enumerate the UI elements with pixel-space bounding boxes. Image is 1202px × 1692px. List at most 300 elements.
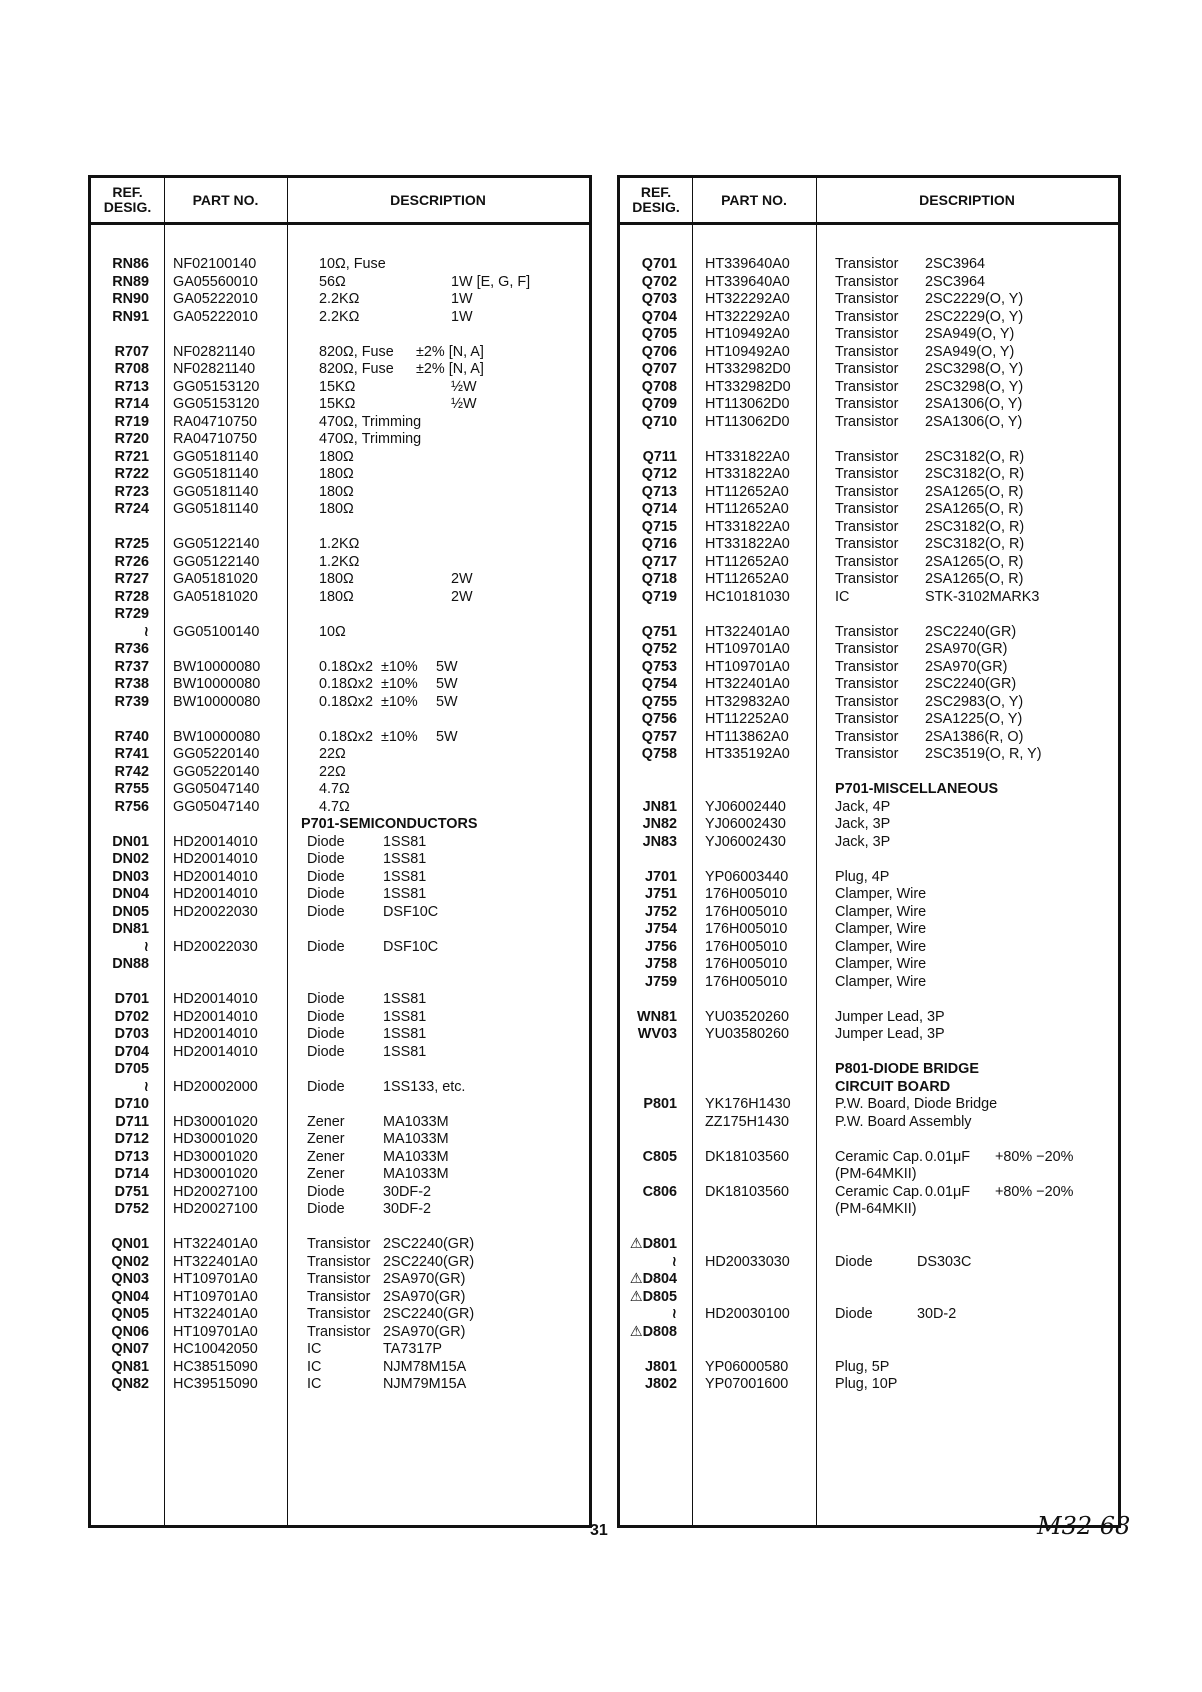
ref-desig: QN81 xyxy=(111,1358,149,1375)
ref-desig: C806 xyxy=(642,1183,677,1200)
part-number: YJ06002430 xyxy=(705,833,786,850)
ref-desig: R741 xyxy=(114,746,149,762)
description-2: 2SC3298(O, Y) xyxy=(925,361,1024,377)
table-row xyxy=(620,571,1118,588)
ref-desig: Q709 xyxy=(641,396,677,412)
part-number: HT329832A0 xyxy=(705,693,790,710)
ref-desig: D710 xyxy=(114,1096,149,1112)
ref-desig: Q719 xyxy=(641,588,677,605)
description-2: MA1033M xyxy=(383,1166,449,1182)
part-number: HD20027100 xyxy=(173,1183,258,1200)
description-1: Transistor xyxy=(307,1306,371,1322)
ref-desig: D751 xyxy=(114,1183,149,1200)
table-row xyxy=(620,414,1118,431)
description-1: Diode xyxy=(307,1183,345,1200)
part-number: HT322401A0 xyxy=(173,1253,258,1270)
part-number: HT331822A0 xyxy=(705,466,790,482)
table-row xyxy=(620,344,1118,361)
ref-desig-header: REF. DESIG. xyxy=(103,184,152,215)
table-row xyxy=(91,781,589,798)
ref-desig: Q718 xyxy=(641,571,677,587)
description-1: 1.2KΩ xyxy=(319,536,360,552)
description-2: MA1033M xyxy=(383,1113,449,1130)
table-row xyxy=(620,921,1118,938)
table-row xyxy=(91,1201,589,1218)
ref-desig: J801 xyxy=(644,1358,677,1375)
description-header: DESCRIPTION xyxy=(390,191,486,208)
description-1: IC xyxy=(307,1358,322,1375)
description-2: 2SA1265(O, R) xyxy=(925,483,1024,500)
table-row xyxy=(620,1166,1118,1183)
ref-desig-header: REF. DESIG. xyxy=(632,184,680,215)
ref-desig: QN82 xyxy=(111,1376,149,1392)
table-row xyxy=(620,939,1118,956)
description-2: ±2% [N, A] xyxy=(416,343,484,360)
part-number: GA05222010 xyxy=(173,291,258,307)
description-1: Transistor xyxy=(835,256,899,272)
section-heading xyxy=(620,1079,1118,1096)
part-number: BW10000080 xyxy=(173,676,261,692)
ref-desig: J752 xyxy=(644,903,677,920)
part-number: 176H005010 xyxy=(705,973,788,990)
description-1: 180Ω xyxy=(319,571,354,587)
description-2: 2SC2229(O, Y) xyxy=(925,291,1024,307)
description-1: Transistor xyxy=(835,641,899,657)
description-2: DSF10C xyxy=(383,938,439,955)
description-2: 1SS81 xyxy=(383,886,427,902)
description-1: Transistor xyxy=(307,1323,371,1340)
table-row xyxy=(620,291,1118,308)
description-1: Diode xyxy=(835,1253,873,1270)
part-number: 176H005010 xyxy=(705,921,788,937)
description-1: Diode xyxy=(307,886,345,902)
part-number: HT332982D0 xyxy=(705,361,791,377)
description-2: 2SA1225(O, Y) xyxy=(925,711,1023,727)
description-1: Plug, 5P xyxy=(835,1358,890,1375)
description-2: 30DF-2 xyxy=(383,1183,431,1200)
description-1: 15KΩ xyxy=(319,378,356,395)
description-1: Diode xyxy=(307,938,345,955)
description-1: Transistor xyxy=(835,728,899,745)
ref-desig: R719 xyxy=(114,413,149,430)
description-3: 5W xyxy=(436,693,458,710)
part-number: HD20014010 xyxy=(173,886,258,902)
part-number: HD30001020 xyxy=(173,1131,258,1147)
table-row xyxy=(620,711,1118,728)
ref-desig: Q705 xyxy=(641,326,677,342)
description-2: 0.01μF xyxy=(925,1183,971,1200)
ref-desig: R738 xyxy=(114,676,149,692)
description-1: Zener xyxy=(307,1131,345,1147)
table-row xyxy=(91,396,589,413)
ref-desig: DN05 xyxy=(112,903,149,920)
part-number: HT322401A0 xyxy=(705,676,790,692)
table-row xyxy=(91,361,589,378)
table-row xyxy=(620,1114,1118,1131)
ref-desig: J701 xyxy=(644,868,677,885)
ref-desig: ≀ xyxy=(143,623,149,640)
table-row xyxy=(91,431,589,448)
table-row xyxy=(91,291,589,308)
ref-desig: QN06 xyxy=(111,1323,149,1340)
description-3: ½W xyxy=(451,396,477,412)
table-row xyxy=(91,606,589,623)
description-1: 180Ω xyxy=(319,448,354,465)
part-number: YJ06002430 xyxy=(705,816,786,832)
table-row xyxy=(620,869,1118,886)
description-1: Transistor xyxy=(835,326,899,342)
table-row xyxy=(91,1184,589,1201)
description-1: P.W. Board, Diode Bridge xyxy=(835,1096,998,1112)
part-number: HT331822A0 xyxy=(705,536,790,552)
part-number: GG05122140 xyxy=(173,536,260,552)
description-2: 2SC3519(O, R, Y) xyxy=(925,746,1042,762)
description-2: 2SC2229(O, Y) xyxy=(925,308,1024,325)
part-number: HD20027100 xyxy=(173,1201,258,1217)
part-number: HT331822A0 xyxy=(705,448,790,465)
ref-desig: R725 xyxy=(114,536,149,552)
part-number: HD30001020 xyxy=(173,1148,258,1165)
description-2: 1SS133, etc. xyxy=(383,1078,466,1095)
ref-desig: D712 xyxy=(114,1131,149,1147)
part-number: HD20033030 xyxy=(705,1253,790,1270)
part-number: 176H005010 xyxy=(705,938,788,955)
part-number: HD20014010 xyxy=(173,1008,258,1025)
part-number: GG05181140 xyxy=(173,501,259,517)
ref-desig: ≀ xyxy=(671,1253,677,1270)
description-1: 820Ω, Fuse xyxy=(319,361,394,377)
section-title: P801-DIODE BRIDGE xyxy=(835,1061,979,1077)
ref-desig: JN81 xyxy=(642,798,677,815)
table-row xyxy=(620,519,1118,536)
description-2: ±10% xyxy=(381,693,418,710)
ref-desig: DN81 xyxy=(112,921,149,937)
ref-desig: ⚠D805 xyxy=(629,1288,677,1305)
ref-desig: J802 xyxy=(644,1376,677,1392)
description-2: MA1033M xyxy=(383,1148,449,1165)
part-number: HT109492A0 xyxy=(705,326,790,342)
table-row xyxy=(620,501,1118,518)
ref-desig: C805 xyxy=(642,1148,677,1165)
part-number: HT113862A0 xyxy=(705,728,789,745)
ref-desig: RN90 xyxy=(112,291,149,307)
table-row xyxy=(620,1376,1118,1393)
ref-desig: R723 xyxy=(114,483,149,500)
table-row xyxy=(620,1271,1118,1288)
table-row xyxy=(91,869,589,886)
description-2: 30DF-2 xyxy=(383,1201,431,1217)
part-number: HT322292A0 xyxy=(705,291,790,307)
table-row xyxy=(620,904,1118,921)
description-3: 5W xyxy=(436,728,458,745)
ref-desig: Q710 xyxy=(641,413,677,430)
description-2: 2SA1306(O, Y) xyxy=(925,396,1023,412)
ref-desig: WV03 xyxy=(637,1026,677,1042)
table-row xyxy=(620,379,1118,396)
description-2: 2SC2240(GR) xyxy=(383,1253,475,1270)
table-row xyxy=(91,1271,589,1288)
part-number: YP06000580 xyxy=(705,1358,789,1375)
part-number: BW10000080 xyxy=(173,693,261,710)
description-1: Diode xyxy=(307,1201,345,1217)
part-number: GG05047140 xyxy=(173,781,260,797)
part-no-header: PART NO. xyxy=(192,191,259,208)
ref-desig: Q713 xyxy=(641,483,677,500)
ref-desig: D752 xyxy=(114,1201,149,1217)
description-2: 2SC2240(GR) xyxy=(925,676,1017,692)
description-1: 1.2KΩ xyxy=(319,553,360,570)
table-row xyxy=(91,1306,589,1323)
table-row xyxy=(91,676,589,693)
table-row xyxy=(91,799,589,816)
description-2: 1SS81 xyxy=(383,851,427,867)
table-row xyxy=(620,449,1118,466)
right-parts-table xyxy=(617,175,1121,1528)
ref-desig: Q752 xyxy=(641,641,677,657)
description-3: 1W xyxy=(451,291,473,307)
ref-desig: ≀ xyxy=(143,938,149,955)
table-row xyxy=(91,1009,589,1026)
ref-desig: D705 xyxy=(114,1061,149,1077)
part-number: HT331822A0 xyxy=(705,518,790,535)
part-number: RA04710750 xyxy=(173,413,258,430)
description-2: ±10% xyxy=(381,728,418,745)
description-2: 2SC3964 xyxy=(925,273,986,290)
description-1: IC xyxy=(307,1341,322,1357)
ref-desig: QN04 xyxy=(111,1288,149,1305)
table-row xyxy=(620,641,1118,658)
table-row xyxy=(620,396,1118,413)
description-1: Transistor xyxy=(835,291,899,307)
table-row xyxy=(91,834,589,851)
part-number: YP06003440 xyxy=(705,868,789,885)
ref-desig: J754 xyxy=(644,921,677,937)
table-row xyxy=(620,1026,1118,1043)
handwritten-signature: M32 68 xyxy=(1037,1512,1131,1540)
table-row xyxy=(91,1289,589,1306)
ref-desig: ⚠D808 xyxy=(629,1323,677,1340)
part-number: HT113062D0 xyxy=(705,413,790,430)
table-row xyxy=(620,816,1118,833)
ref-desig: QN05 xyxy=(111,1306,149,1322)
table-row xyxy=(91,904,589,921)
part-number: HT109701A0 xyxy=(173,1271,258,1287)
ref-desig: Q751 xyxy=(641,623,677,640)
table-row xyxy=(91,484,589,501)
description-1: Transistor xyxy=(835,501,899,517)
ref-desig: RN91 xyxy=(112,308,149,325)
table-row xyxy=(91,571,589,588)
description-1: 820Ω, Fuse xyxy=(319,343,394,360)
table-row xyxy=(91,466,589,483)
part-number: YK176H1430 xyxy=(705,1096,791,1112)
ref-desig: Q757 xyxy=(641,728,677,745)
part-number: HD30001020 xyxy=(173,1166,258,1182)
ref-desig: R720 xyxy=(114,431,149,447)
description-3: 2W xyxy=(451,571,473,587)
ref-desig: D714 xyxy=(114,1166,149,1182)
ref-desig: Q755 xyxy=(641,693,677,710)
description-1: Plug, 4P xyxy=(835,868,890,885)
table-row xyxy=(91,1044,589,1061)
table-row xyxy=(620,309,1118,326)
part-number: HT112652A0 xyxy=(705,553,789,570)
table-row xyxy=(620,361,1118,378)
table-row xyxy=(91,1376,589,1393)
table-row xyxy=(620,1359,1118,1376)
table-row xyxy=(91,414,589,431)
table-row xyxy=(620,1184,1118,1201)
description-1: Zener xyxy=(307,1166,345,1182)
description-1: Transistor xyxy=(835,711,899,727)
description-2: 2SC3182(O, R) xyxy=(925,536,1025,552)
part-number: GG05153120 xyxy=(173,378,260,395)
description-2: 2SC2983(O, Y) xyxy=(925,693,1024,710)
description-1: Transistor xyxy=(307,1236,371,1252)
ref-desig: QN02 xyxy=(111,1253,149,1270)
part-number: HD20014010 xyxy=(173,1026,258,1042)
ref-desig: D713 xyxy=(114,1148,149,1165)
part-number: HT109701A0 xyxy=(705,641,790,657)
description-1: 470Ω, Trimming xyxy=(319,413,422,430)
description-2: 0.01μF xyxy=(925,1148,971,1165)
description-1: (PM-64MKII) xyxy=(835,1166,917,1182)
table-row xyxy=(91,991,589,1008)
description-2: NJM79M15A xyxy=(383,1376,467,1392)
table-row xyxy=(91,1254,589,1271)
ref-desig: Q715 xyxy=(641,518,677,535)
ref-desig: Q712 xyxy=(641,466,677,482)
table-row xyxy=(620,554,1118,571)
ref-desig: R728 xyxy=(114,588,149,605)
table-row xyxy=(91,1026,589,1043)
description-1: 2.2KΩ xyxy=(319,291,360,307)
ref-desig: Q714 xyxy=(641,501,677,517)
table-row xyxy=(620,834,1118,851)
description-1: Clamper, Wire xyxy=(835,903,927,920)
description-2: MA1033M xyxy=(383,1131,449,1147)
table-row xyxy=(91,379,589,396)
ref-desig: DN88 xyxy=(112,956,149,972)
table-row xyxy=(620,694,1118,711)
table-row xyxy=(91,1114,589,1131)
description-1: Ceramic Cap. xyxy=(835,1148,923,1165)
description-1: 470Ω, Trimming xyxy=(319,431,422,447)
description-1: 2.2KΩ xyxy=(319,308,360,325)
part-number: GG05100140 xyxy=(173,623,260,640)
part-number: HC10042050 xyxy=(173,1341,258,1357)
table-row xyxy=(620,886,1118,903)
description-3: ½W xyxy=(451,378,477,395)
description-3: 1W xyxy=(451,308,473,325)
description-1: Diode xyxy=(835,1306,873,1322)
part-number: NF02821140 xyxy=(173,361,256,377)
table-row xyxy=(91,309,589,326)
table-row xyxy=(91,746,589,763)
part-number: YU03520260 xyxy=(705,1008,790,1025)
part-number: HT322401A0 xyxy=(705,623,790,640)
description-1: 22Ω xyxy=(319,746,346,762)
part-number: HD20014010 xyxy=(173,991,258,1007)
description-1: Transistor xyxy=(835,746,899,762)
description-1: 10Ω, Fuse xyxy=(319,256,386,272)
part-number: GA05560010 xyxy=(173,273,258,290)
ref-desig: Q706 xyxy=(641,343,677,360)
section-heading xyxy=(620,781,1118,798)
table-row xyxy=(91,921,589,938)
ref-desig: WN81 xyxy=(637,1008,677,1025)
description-1: Zener xyxy=(307,1113,345,1130)
table-row xyxy=(91,1149,589,1166)
description-2: ±10% xyxy=(381,676,418,692)
table-row xyxy=(620,659,1118,676)
table-row xyxy=(620,956,1118,973)
table-row xyxy=(91,274,589,291)
ref-desig: DN01 xyxy=(112,833,149,850)
description-1: 0.18Ωx2 xyxy=(319,728,373,745)
table-row xyxy=(91,729,589,746)
description-2: 2SA1386(R, O) xyxy=(925,728,1024,745)
part-number: HT112652A0 xyxy=(705,501,789,517)
ref-desig: R722 xyxy=(114,466,149,482)
description-3: 2W xyxy=(451,588,473,605)
table-row xyxy=(620,1324,1118,1341)
description-1: Transistor xyxy=(307,1253,371,1270)
ref-desig: J758 xyxy=(644,956,677,972)
part-number: GG05047140 xyxy=(173,798,260,815)
part-number: GG05181140 xyxy=(173,483,259,500)
table-row xyxy=(620,1254,1118,1271)
ref-desig: QN03 xyxy=(111,1271,149,1287)
part-number: 176H005010 xyxy=(705,956,788,972)
table-row xyxy=(91,501,589,518)
table-row xyxy=(91,1079,589,1096)
table-row xyxy=(91,536,589,553)
description-2: DS303C xyxy=(917,1253,972,1270)
description-2: ±10% xyxy=(381,658,418,675)
ref-desig: Q701 xyxy=(641,256,677,272)
ref-desig: Q758 xyxy=(641,746,677,762)
description-1: Clamper, Wire xyxy=(835,973,927,990)
description-1: IC xyxy=(835,588,850,605)
part-number: GG05122140 xyxy=(173,553,260,570)
table-row xyxy=(91,1061,589,1078)
part-number: YP07001600 xyxy=(705,1376,789,1392)
part-number: BW10000080 xyxy=(173,728,261,745)
description-1: 10Ω xyxy=(319,623,346,640)
part-number: DK18103560 xyxy=(705,1148,790,1165)
table-row xyxy=(620,624,1118,641)
description-1: Transistor xyxy=(835,658,899,675)
table-row xyxy=(91,1236,589,1253)
table-row xyxy=(91,764,589,781)
table-row xyxy=(620,746,1118,763)
part-number: NF02821140 xyxy=(173,343,256,360)
ref-desig: R726 xyxy=(114,553,149,570)
ref-desig: R721 xyxy=(114,448,149,465)
description-1: 180Ω xyxy=(319,501,354,517)
description-1: Ceramic Cap. xyxy=(835,1183,923,1200)
description-1: Diode xyxy=(307,1043,345,1060)
description-2: 2SC3182(O, R) xyxy=(925,466,1025,482)
ref-desig: R713 xyxy=(114,378,149,395)
description-2: 2SC3298(O, Y) xyxy=(925,378,1024,395)
description-1: Transistor xyxy=(835,413,899,430)
part-number: GG05181140 xyxy=(173,448,259,465)
description-1: Transistor xyxy=(835,571,899,587)
description-1: Transistor xyxy=(835,536,899,552)
description-2: ±2% [N, A] xyxy=(416,361,484,377)
